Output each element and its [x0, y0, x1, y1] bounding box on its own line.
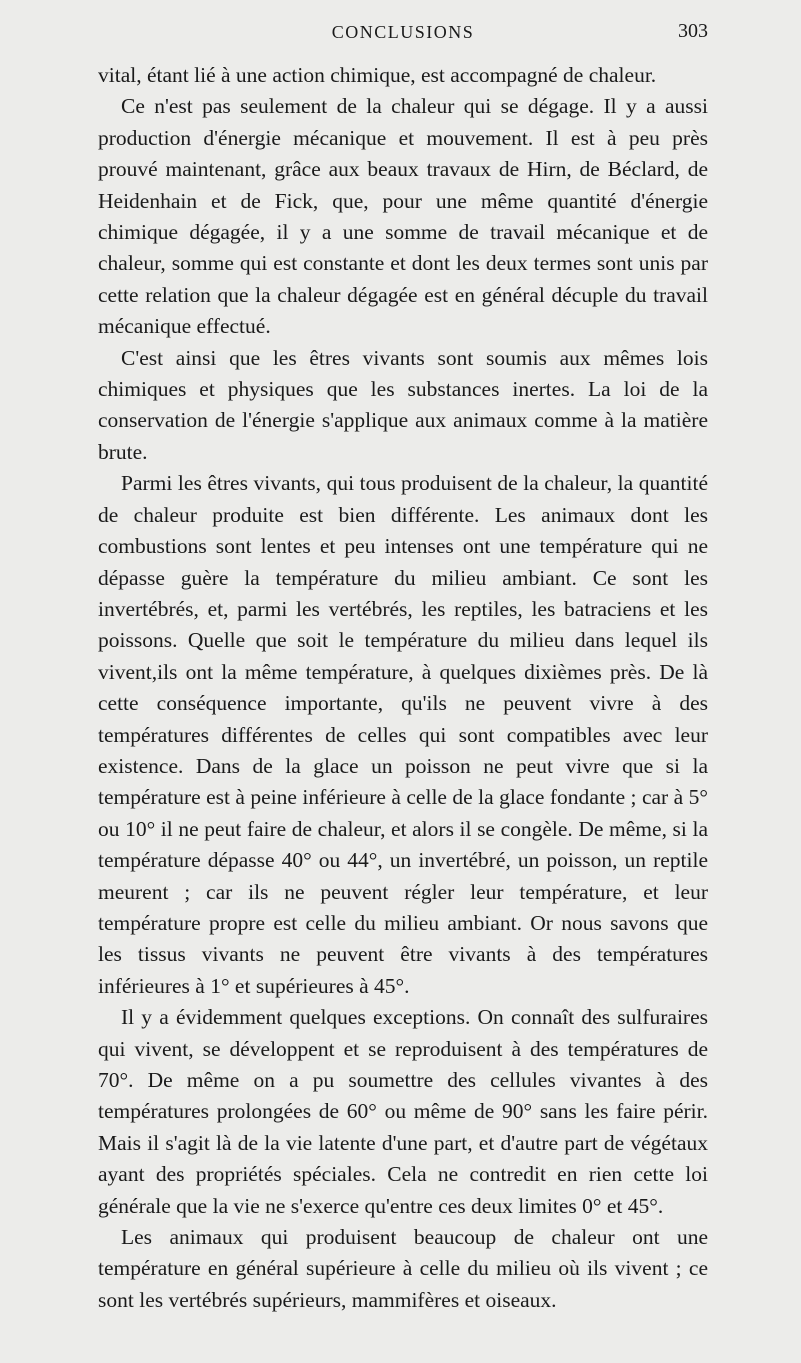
paragraph: Ce n'est pas seulement de la chaleur qui se dégage. Il y a aussi production d'énergie mécanique et mouvement. Il est à peu près prouvé maintenant, grâce aux beaux travaux de Hirn, de Béclard, de Heidenhain et de Fick, que, pour une même quantité d'énergie chimique dégagée, il y a une somme de travail mécanique et de chaleur, somme qui est constante et dont les deux termes sont unis par cette relation que la chaleur dégagée est en général décuple du travail mécanique effectué. [98, 94, 708, 339]
page-header [98, 22, 708, 52]
paragraph: C'est ainsi que les êtres vivants sont soumis aux mêmes lois chimiques et physiques que les substances inertes. La loi de la conservation de l'énergie s'applique aux animaux comme à la matière brute. [98, 345, 708, 464]
body-text [98, 60, 708, 1316]
paragraph: Parmi les êtres vivants, qui tous produisent de la chaleur, la quantité de chaleur produite est bien différente. Les animaux dont les combustions sont lentes et peu intenses ont une température qui ne dépasse guère la température du milieu ambiant. Ce sont les invertébrés, et, parmi les vertébrés, les reptiles, les batraciens et les poissons. Quelle que soit le température du milieu dans lequel ils vivent,ils ont la même température, à quelques dixièmes près. De là cette conséquence importante, qu'ils ne peuvent vivre à des températures différentes de celles qui sont compatibles avec leur existence. Dans de la glace un poisson ne peut vivre que si la température est à peine inférieure à celle de la glace fondante ; car à 5° ou 10° il ne peut faire de chaleur, et alors il se congèle. De même, si la température dépasse 40° ou 44°, un invertébré, un poisson, un reptile meurent ; car ils ne peuvent régler leur température, et leur température propre est celle du milieu ambiant. Or nous savons que les tissus vivants ne peuvent être vivants à des températures inférieures à 1° et supérieures à 45°. [98, 471, 708, 998]
paragraph: Il y a évidemment quelques exceptions. On connaît des sulfuraires qui vivent, se développent et se reproduisent à des températures de 70°. De même on a pu soumettre des cellules vivantes à des températures prolongées de 60° ou même de 90° sans les faire périr. Mais il s'agit là de la vie latente d'une part, et d'autre part de végétaux ayant des propriétés spéciales. Cela ne contredit en rien cette loi générale que la vie ne s'exerce qu'entre ces deux limites 0° et 45°. [98, 1005, 708, 1218]
paragraph: Les animaux qui produisent beaucoup de chaleur ont une température en général supérieure à celle du milieu où ils vivent ; ce sont les vertébrés supérieurs, mammifères et oiseaux. [98, 1225, 708, 1312]
running-head: CONCLUSIONS [331, 22, 475, 42]
page-number: 303 [678, 20, 708, 42]
paragraph-continued: vital, étant lié à une action chimique, est accompagné de chaleur. [98, 63, 657, 87]
